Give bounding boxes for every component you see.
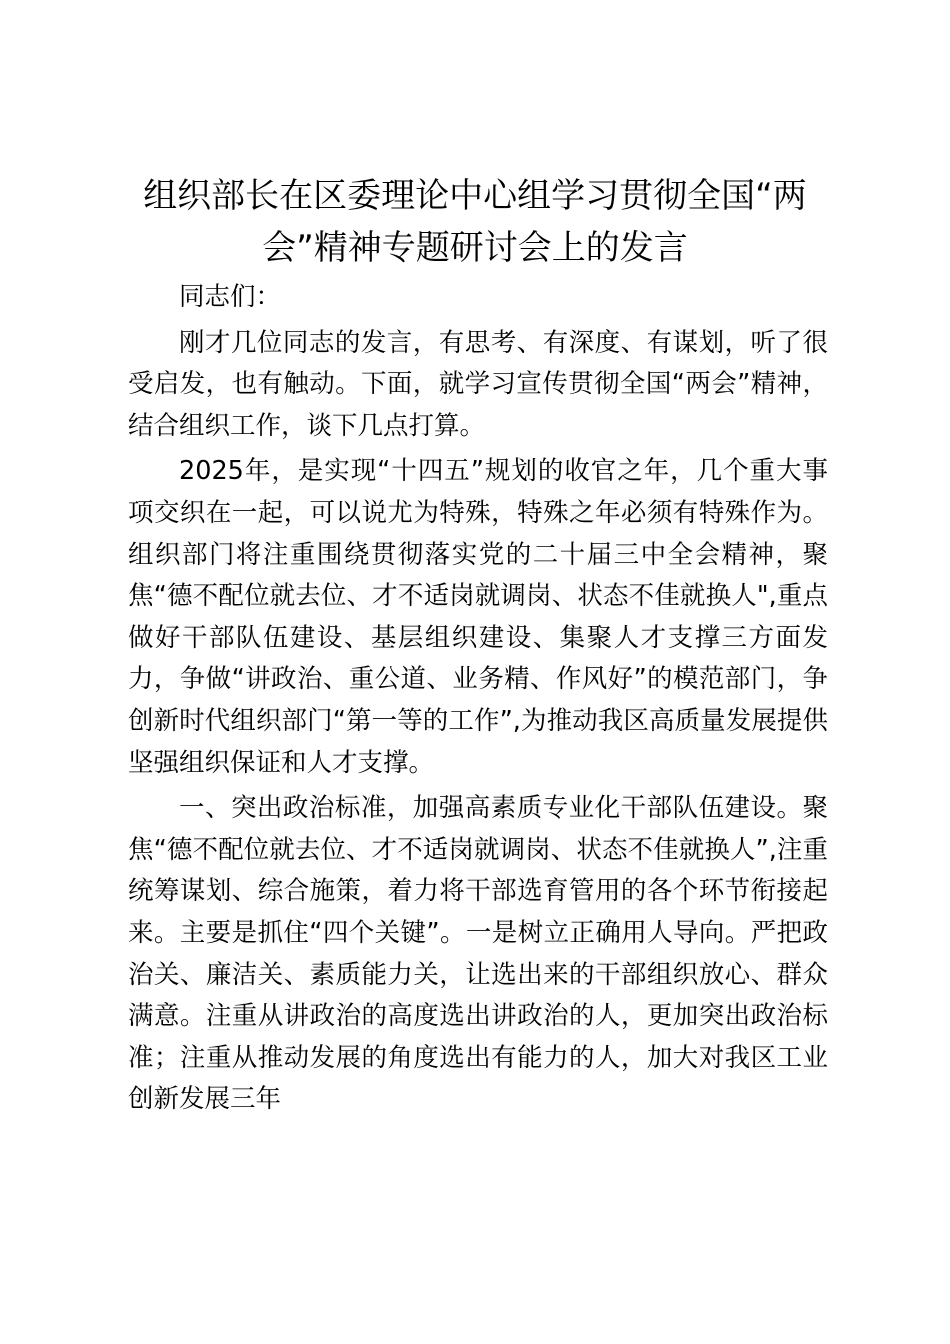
salutation: 同志们： [179,282,282,312]
paragraph-overview: 2025年，是实现“十四五”规划的收官之年，几个重大事项交织在一起，可以说尤为特殊，特殊之年必须有特殊作为。组织部门将注重围绕贯彻落实党的二十届三中全会精神，聚焦“德不配位就去位、才不适岗就调岗、状态不佳就换人",重点做好干部队伍建设、基层组织建设、集聚人才支撑三方面发力，争做“讲政治、重公道、业务精、作风好”的模范部门，争创新时代组织部门“第一等的工作”,为推动我区高质量发展提供坚强组织保证和人才支撑。 [128,456,828,778]
document-body [128,277,828,1121]
paragraph-intro: 刚才几位同志的发言，有思考、有深度、有谋划，听了很受启发，也有触动。下面，就学习宣传贯彻全国“两会”精神，结合组织工作，谈下几点打算。 [128,327,828,441]
paragraph-section-one: 一、突出政治标准，加强高素质专业化干部队伍建设。聚焦“德不配位就去位、才不适岗就调岗、状态不佳就换人”,注重统筹谋划、综合施策，着力将干部选育管用的各个环节衔接起来。主要是抓住“四个关键”。一是树立正确用人导向。严把政治关、廉洁关、素质能力关，让选出来的干部组织放心、群众满意。注重从讲政治的高度选出讲政治的人，更加突出政治标准；注重从推动发展的角度选出有能力的人，加大对我区工业创新发展三年 [128,793,828,1115]
document-title: 组织部长在区委理论中心组学习贯彻全国“两会”精神专题研讨会上的发言 [143,176,807,268]
